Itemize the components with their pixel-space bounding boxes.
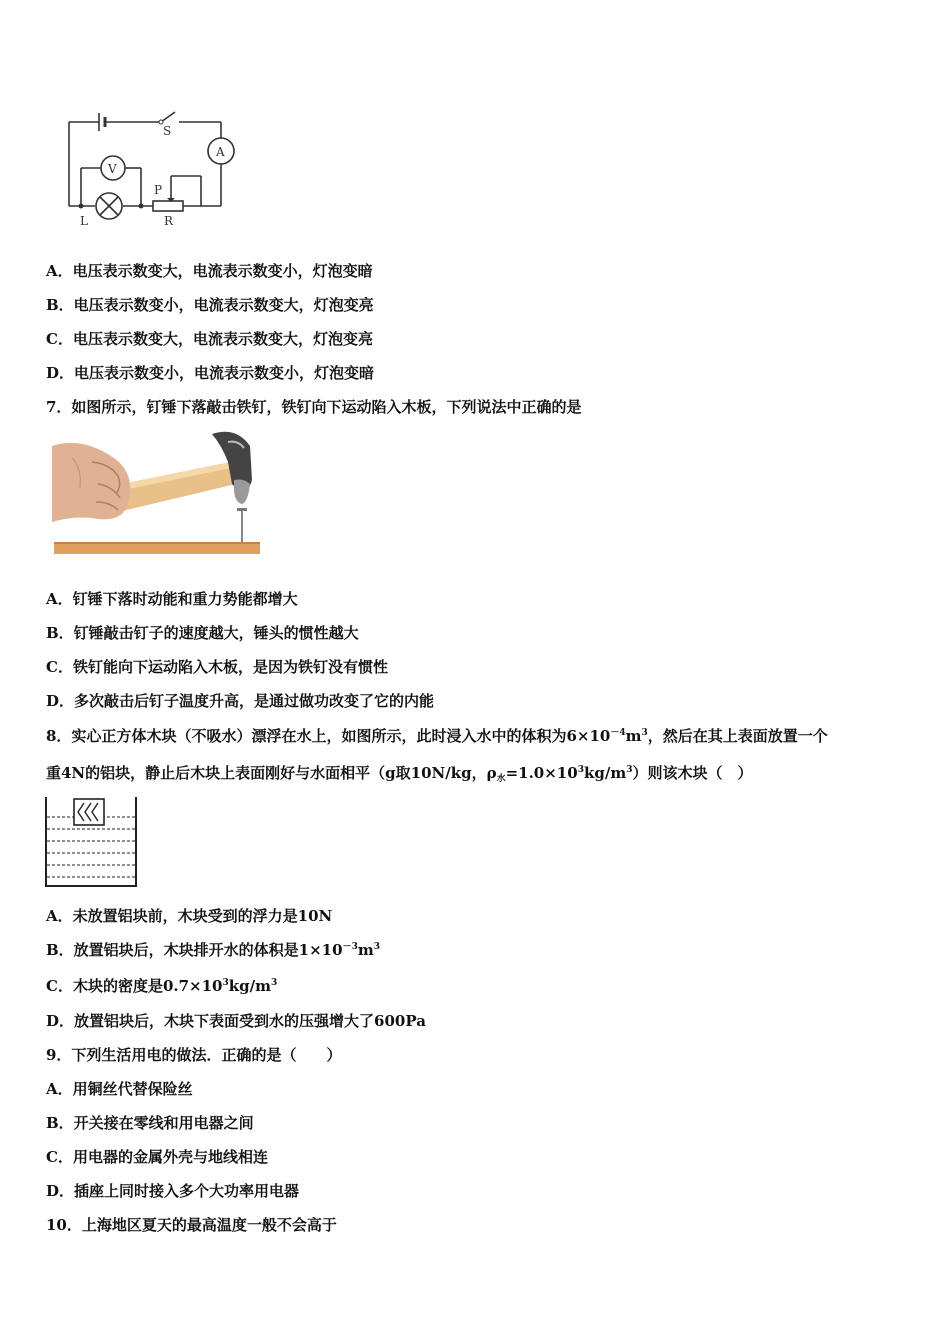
rheostat-label: R xyxy=(164,214,174,228)
q9-option-a: A．用铜丝代替保险丝 xyxy=(46,1080,193,1098)
floating-block-figure xyxy=(44,795,140,889)
ammeter-label: A xyxy=(216,145,225,159)
q8-option-d: D．放置铝块后，木块下表面受到水的压强增大了600Pa xyxy=(46,1012,426,1030)
voltmeter-label: V xyxy=(108,162,117,176)
slider-label: P xyxy=(154,183,163,197)
q9-option-b: B．开关接在零线和用电器之间 xyxy=(46,1114,254,1132)
q6-option-c: C．电压表示数变大，电流表示数变大，灯泡变亮 xyxy=(46,330,373,348)
lamp-label: L xyxy=(80,214,88,228)
q9-option-d: D．插座上同时接入多个大功率用电器 xyxy=(46,1182,300,1200)
q8-option-a: A．未放置铝块前，木块受到的浮力是10N xyxy=(46,907,333,925)
q7-option-c: C．铁钉能向下运动陷入木板，是因为铁钉没有惯性 xyxy=(46,658,388,676)
q7-stem: 7．如图所示，钉锤下落敲击铁钉，铁钉向下运动陷入木板，下列说法中正确的是 xyxy=(46,398,582,416)
q8-option-c: C．木块的密度是$0.7\times 10^3kg/m^3$ xyxy=(46,977,278,995)
q8-option-b: B．放置铝块后，木块排开水的体积是$1\times 10^{-3}m^3$ xyxy=(46,941,380,959)
q7-option-b: B．钉锤敲击钉子的速度越大，锤头的惯性越大 xyxy=(46,624,359,642)
q9-option-c: C．用电器的金属外壳与地线相连 xyxy=(46,1148,268,1166)
q6-option-a: A．电压表示数变大，电流表示数变小，灯泡变暗 xyxy=(46,262,373,280)
q9-stem: 9．下列生活用电的做法．正确的是（ ） xyxy=(46,1046,342,1064)
switch-label: S xyxy=(163,124,172,138)
q6-option-d: D．电压表示数变小，电流表示数变小，灯泡变暗 xyxy=(46,364,375,382)
q7-option-a: A．钉锤下落时动能和重力势能都增大 xyxy=(46,590,298,608)
q6-option-b: B．电压表示数变小，电流表示数变大，灯泡变亮 xyxy=(46,296,374,314)
circuit-diagram xyxy=(55,100,245,235)
q7-option-d: D．多次敲击后钉子温度升高，是通过做功改变了它的内能 xyxy=(46,692,435,710)
q10-stem: 10．上海地区夏天的最高温度一般不会高于 xyxy=(46,1216,337,1234)
q8-stem-line2: 重4N的铝块，静止后木块上表面刚好与水面相平（g取10N/kg，$\rho_水=1.0\times 10^3kg/m^3$）则该木块（ ） xyxy=(46,764,753,784)
q8-stem-line1: 8．实心正方体木块（不吸水）漂浮在水上，如图所示，此时浸入水中的体积为$6\times 10^{-4}m^3$，然后在其上表面放置一个 xyxy=(46,727,828,745)
hammer-nail-figure xyxy=(52,428,264,558)
